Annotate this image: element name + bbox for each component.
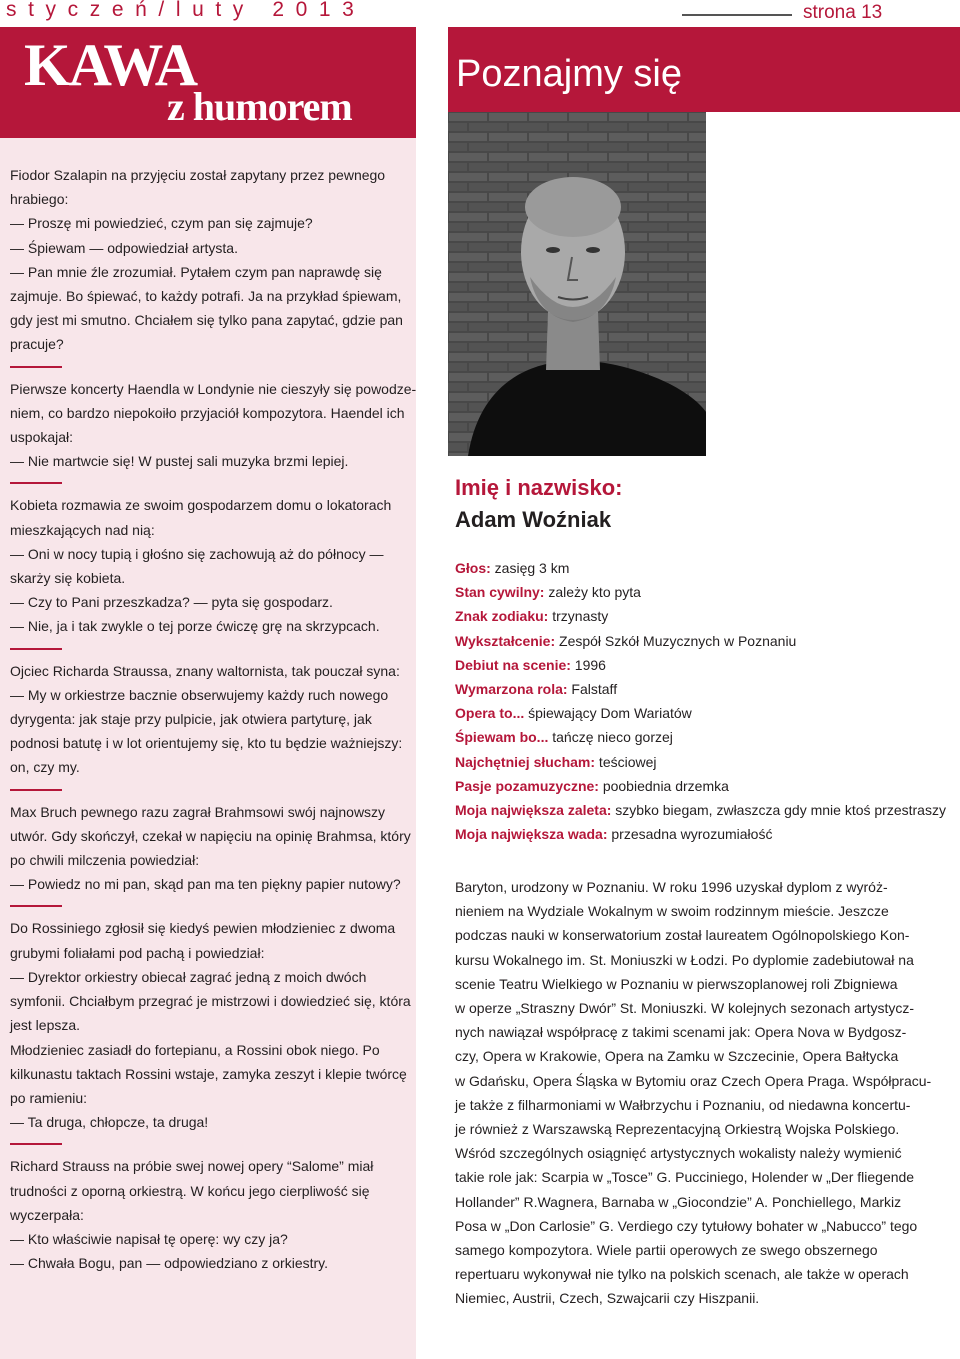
joke-separator: [10, 648, 62, 650]
joke-line: — Powiedz no mi pan, skąd pan ma ten piękny papier nutowy?: [10, 876, 401, 893]
fact-value: zależy kto pyta: [544, 584, 641, 601]
bio-line: podczas nauki w konserwatorium został laureatem Ogólnopolskiego Kon-: [455, 927, 910, 944]
joke-line: po chwili milczenia powiedział:: [10, 852, 200, 869]
bio-line: kursu Wokalnego im. St. Moniuszki w Łodzi. Po dyplomie zadebiutował na: [455, 951, 914, 968]
fact-value: Zespół Szkół Muzycznych w Poznaniu: [555, 632, 797, 649]
fact-value: tańczę nieco gorzej: [548, 729, 673, 746]
fact-value: teściowej: [595, 753, 657, 770]
fact-value: przesadna wyrozumiałość: [607, 826, 773, 843]
joke-line: niem, co bardzo niepokoiło przyjaciół kompozytora. Haendel ich: [10, 404, 405, 421]
joke-separator: [10, 1143, 62, 1145]
fact-row: [455, 556, 935, 580]
fact-label: Wymarzona rola:: [455, 681, 568, 698]
biography: [455, 875, 932, 1311]
joke-line: grubymi foliałami pod pachą i powiedział:: [10, 944, 265, 961]
fact-row: [455, 580, 935, 604]
profile-heading: Imię i nazwisko:: [455, 475, 623, 500]
joke-line: Kobieta rozmawia ze swoim gospodarzem domu o lokatorach: [10, 497, 392, 514]
joke-line: podnosi batutę i w lot orientujemy się, kto tu będzie ważniejszy:: [10, 735, 403, 752]
joke-line: zajmuje. Bo śpiewać, to każdy potrafi. Ja na przykład śpiewam,: [10, 288, 402, 305]
kawa-banner: [0, 27, 416, 138]
joke-separator: [10, 905, 62, 907]
fact-label: Znak zodiaku:: [455, 608, 549, 625]
issue-date: styczeń/luty 2013: [6, 0, 366, 21]
joke-item: [10, 800, 410, 897]
joke-line: Max Bruch pewnego razu zagrał Brahmsowi swój najnowszy: [10, 803, 386, 820]
kawa-subtitle: z humorem: [167, 84, 352, 129]
bio-line: w operze „Straszny Dwór” St. Moniuszki. W kolejnych sezonach artystycz-: [455, 1000, 915, 1017]
joke-line: trudności z oporną orkiestrą. W końcu jego cierpliwość się: [10, 1182, 370, 1199]
joke-line: — Ta druga, chłopcze, ta druga!: [10, 1114, 209, 1131]
joke-item: [10, 493, 410, 638]
bio-line: je również z Warszawską Reprezentacyjną Orkiestrą Wojska Polskiego.: [455, 1121, 900, 1138]
bio-line: samego kompozytora. Wiele partii operowych ze swego obszernego: [455, 1242, 878, 1259]
joke-line: skarży się kobieta.: [10, 570, 126, 587]
joke-item: [10, 163, 410, 357]
joke-line: — My w orkiestrze bacznie obserwujemy każdy ruch nowego: [10, 686, 389, 703]
fact-label: Opera to...: [455, 705, 525, 722]
section-title: Poznajmy się: [456, 53, 682, 95]
joke-line: — Pan mnie źle zrozumiał. Pytałem czym pan naprawdę się: [10, 263, 382, 280]
joke-line: utwór. Gdy skończył, czekał w napięciu na opinię Brahmsa, który: [10, 827, 411, 844]
joke-line: Fiodor Szalapin na przyjęciu został zapytany przez pewnego: [10, 167, 386, 183]
joke-line: — Proszę mi powiedzieć, czym pan się zajmuje?: [10, 215, 313, 232]
joke-line: — Czy to Pani przeszkadza? — pyta się gospodarz.: [10, 594, 333, 611]
joke-item: [10, 377, 417, 474]
bio-line: repertuaru wykonywał nie tylko na polskich scenach, ale także w operach: [455, 1266, 909, 1283]
joke-line: pracuje?: [10, 336, 64, 353]
portrait-photo: [448, 112, 706, 456]
joke-line: — Chwała Bogu, pan — odpowiedziano z orkiestry.: [10, 1255, 329, 1272]
fact-value: poobiednia drzemka: [598, 777, 729, 794]
profile-name: Adam Woźniak: [455, 507, 612, 532]
joke-line: Młodzieniec zasiadł do fortepianu, a Rossini obok niego. Po: [10, 1041, 380, 1058]
joke-item: [10, 659, 410, 780]
joke-separator: [10, 482, 62, 484]
fact-row: [455, 653, 935, 677]
joke-line: Richard Strauss na próbie swej nowej opery “Salome” miał: [10, 1158, 374, 1175]
bio-line: takie role jak: Scarpia w „Tosce” G. Pucciniego, Holender w „Der fliegende: [455, 1169, 915, 1186]
joke-line: Ojciec Richarda Straussa, znany waltornista, tak pouczał syna:: [10, 662, 400, 679]
portrait-illustration: [448, 112, 706, 456]
fact-row: [455, 604, 935, 628]
joke-line: Do Rossiniego zgłosił się kiedyś pewien młodzieniec z dwoma: [10, 920, 396, 937]
fact-value: zasięg 3 km: [490, 560, 570, 576]
header-rule: [682, 14, 792, 16]
bio-line: scenie Teatru Wielkiego w Poznaniu w pierwszoplanowej roli Zbigniewa: [455, 975, 898, 992]
bio-line: Niemiec, Austrii, Czech, Szwajcarii czy Hiszpanii.: [455, 1290, 760, 1307]
fact-row: [455, 629, 935, 653]
joke-line: kilkunastu taktach Rossini wstaje, zamyka zeszyt i klepie twórcę: [10, 1065, 407, 1082]
joke-line: — Oni w nocy tupią i głośno się zachowują aż do północy —: [10, 545, 384, 562]
fact-label: Pasje pozamuzyczne:: [455, 777, 599, 794]
bio-line: Baryton, urodzony w Poznaniu. W roku 1996 uzyskał dyplom z wyróż-: [455, 879, 888, 895]
joke-line: symfonii. Chciałbym przegrać je mistrzowi i dowiedzieć się, która: [10, 993, 411, 1010]
joke-item: [10, 916, 410, 1134]
joke-line: uspokajał:: [10, 429, 74, 446]
fact-row: [455, 677, 935, 701]
bio-line: Posa w „Don Carlosie” G. Verdiego czy tytułowy bohater w „Nabucco” tego: [455, 1217, 918, 1234]
bio-line: czy, Opera w Krakowie, Opera na Zamku w Szczecinie, Opera Bałtycka: [455, 1048, 899, 1065]
joke-line: jest lepsza.: [10, 1017, 81, 1034]
fact-row: [455, 822, 935, 846]
kawa-title: KAWA: [24, 32, 197, 98]
joke-line: po ramieniu:: [10, 1089, 88, 1106]
fact-label: Stan cywilny:: [455, 584, 545, 601]
fact-label: Najchętniej słucham:: [455, 753, 596, 770]
joke-line: hrabiego:: [10, 191, 69, 208]
bio-line: Wśród szczególnych osiągnięć artystycznych wokalisty należy wymienić: [455, 1145, 902, 1162]
bio-line: Hollander” R.Wagnera, Barnaba w „Giocondzie” A. Ponchiellego, Markiz: [455, 1193, 902, 1210]
facts-list: [455, 556, 946, 846]
bio-line: nieniem na Wydziale Wokalnym w swoim rodzinnym mieście. Jeszcze: [455, 903, 889, 920]
joke-line: — Nie, ja i tak zwykle o tej porze ćwiczę grę na skrzypcach.: [10, 618, 380, 635]
bio-line: nych nawiązał współpracę z takimi scenami jak: Opera Nova w Bydgosz-: [455, 1024, 907, 1041]
joke-line: dyrygenta: jak staje przy pulpicie, jak otwiera partyturę, jak: [10, 711, 372, 728]
joke-line: on, czy my.: [10, 759, 80, 776]
fact-value: trzynasty: [548, 608, 609, 625]
joke-line: — Śpiewam — odpowiedział artysta.: [10, 239, 238, 256]
fact-value: Falstaff: [567, 681, 618, 698]
section-banner: [448, 27, 960, 112]
joke-line: — Kto właściwie napisał tę operę: wy czy ja?: [10, 1230, 288, 1247]
joke-separator: [10, 366, 62, 368]
fact-value: szybko biegam, zwłaszcza gdy mnie ktoś przestraszy: [611, 802, 946, 819]
profile-card: [455, 472, 946, 846]
fact-label: Moja największa wada:: [455, 826, 608, 843]
fact-row: [455, 701, 935, 725]
joke-separator: [10, 789, 62, 791]
jokes-list: [10, 163, 417, 1275]
page-number: strona 13: [803, 2, 883, 23]
fact-value: śpiewający Dom Wariatów: [524, 705, 692, 722]
bio-line: je także z filharmoniami w Wałbrzychu i Poznaniu, od niedawna koncertu-: [455, 1096, 911, 1113]
fact-label: Wykształcenie:: [455, 632, 556, 649]
joke-line: Pierwsze koncerty Haendla w Londynie nie cieszyły się powodze-: [10, 380, 417, 397]
joke-line: — Nie martwcie się! W pustej sali muzyka brzmi lepiej.: [10, 453, 349, 470]
fact-label: Głos:: [455, 560, 491, 576]
joke-line: — Dyrektor orkiestry obiecał zagrać jedną z moich dwóch: [10, 968, 367, 985]
fact-row: [455, 798, 946, 822]
bio-line: w Gdańsku, Opera Śląska w Bytomiu oraz Czech Opera Praga. Współpracu-: [455, 1072, 932, 1089]
joke-item: [10, 1154, 410, 1275]
joke-line: mieszkających nad nią:: [10, 521, 155, 538]
fact-value: 1996: [570, 656, 606, 673]
joke-line: gdy jest mi smutno. Chciałem się tylko pana zapytać, gdzie pan: [10, 312, 403, 329]
fact-label: Debiut na scenie:: [455, 656, 571, 673]
fact-row: [455, 725, 935, 749]
fact-label: Moja największa zaleta:: [455, 802, 612, 819]
fact-label: Śpiewam bo...: [455, 729, 549, 746]
fact-row: [455, 750, 935, 774]
joke-line: wyczerpała:: [10, 1206, 84, 1223]
fact-row: [455, 774, 935, 798]
